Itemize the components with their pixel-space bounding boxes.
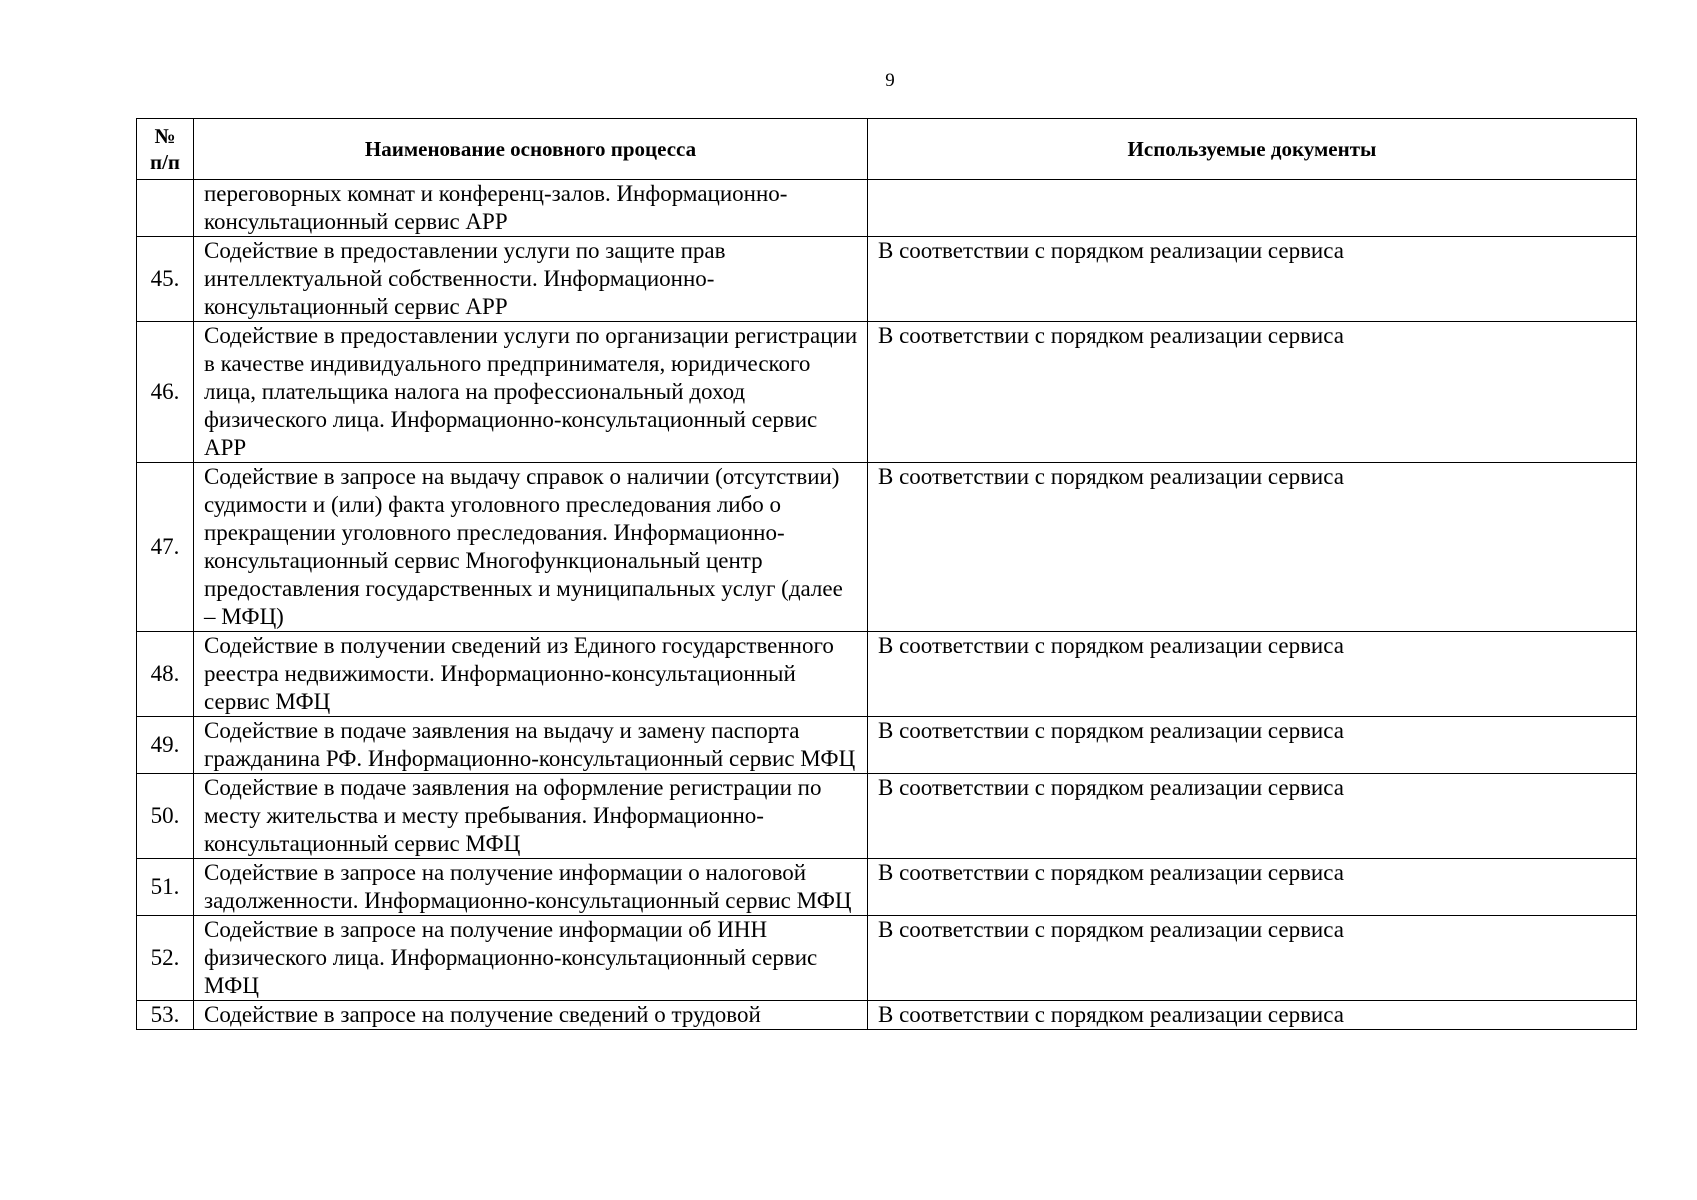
process-name: Содействие в запросе на получение информации об ИНН физического лица. Информационно-консультационный сервис МФЦ <box>194 916 868 1001</box>
table-row <box>137 322 1637 463</box>
documents-cell: В соответствии с порядком реализации сервиса <box>868 632 1637 717</box>
process-name: Содействие в подаче заявления на оформление регистрации по месту жительства и месту пребывания. Информационно-консультационный сервис МФЦ <box>194 774 868 859</box>
row-number: 46. <box>137 322 194 463</box>
documents-cell: В соответствии с порядком реализации сервиса <box>868 1001 1637 1030</box>
process-name: переговорных комнат и конференц-залов. Информационно-консультационный сервис АРР <box>194 180 868 237</box>
row-number: 48. <box>137 632 194 717</box>
table-row <box>137 859 1637 916</box>
table-body <box>137 180 1637 1030</box>
documents-cell: В соответствии с порядком реализации сервиса <box>868 774 1637 859</box>
row-number: 50. <box>137 774 194 859</box>
header-num: № п/п <box>137 119 194 180</box>
row-number: 45. <box>137 237 194 322</box>
process-table <box>136 118 1637 1030</box>
process-name: Содействие в получении сведений из Единого государственного реестра недвижимости. Информационно-консультационный сервис МФЦ <box>194 632 868 717</box>
header-documents: Используемые документы <box>868 119 1637 180</box>
header-process: Наименование основного процесса <box>194 119 868 180</box>
page-number: 9 <box>885 70 895 91</box>
row-number <box>137 180 194 237</box>
documents-cell: В соответствии с порядком реализации сервиса <box>868 322 1637 463</box>
table-row <box>137 1001 1637 1030</box>
table-row <box>137 916 1637 1001</box>
documents-cell <box>868 180 1637 237</box>
row-number: 49. <box>137 717 194 774</box>
process-name: Содействие в запросе на получение сведений о трудовой <box>194 1001 868 1030</box>
header-row <box>137 119 1637 180</box>
table-header <box>137 119 1637 180</box>
table-row <box>137 632 1637 717</box>
table-row <box>137 463 1637 632</box>
process-name: Содействие в запросе на получение информации о налоговой задолженности. Информационно-консультационный сервис МФЦ <box>194 859 868 916</box>
table-row <box>137 774 1637 859</box>
row-number: 51. <box>137 859 194 916</box>
row-number: 52. <box>137 916 194 1001</box>
row-number: 47. <box>137 463 194 632</box>
documents-cell: В соответствии с порядком реализации сервиса <box>868 463 1637 632</box>
process-name: Содействие в предоставлении услуги по защите прав интеллектуальной собственности. Информационно-консультационный сервис АРР <box>194 237 868 322</box>
table-row <box>137 717 1637 774</box>
process-name: Содействие в запросе на выдачу справок о наличии (отсутствии) судимости и (или) факта уголовного преследования либо о прекращении уголовного преследования. Информационно-консультационный сервис Многофункциональный центр предоставления государственных и муниципальных услуг (далее – МФЦ) <box>194 463 868 632</box>
documents-cell: В соответствии с порядком реализации сервиса <box>868 717 1637 774</box>
documents-cell: В соответствии с порядком реализации сервиса <box>868 859 1637 916</box>
documents-cell: В соответствии с порядком реализации сервиса <box>868 237 1637 322</box>
row-number: 53. <box>137 1001 194 1030</box>
process-name: Содействие в предоставлении услуги по организации регистрации в качестве индивидуального предпринимателя, юридического лица, плательщика налога на профессиональный доход физического лица. Информационно-консультационный сервис АРР <box>194 322 868 463</box>
table-row <box>137 237 1637 322</box>
table-row <box>137 180 1637 237</box>
process-name: Содействие в подаче заявления на выдачу и замену паспорта гражданина РФ. Информационно-консультационный сервис МФЦ <box>194 717 868 774</box>
documents-cell: В соответствии с порядком реализации сервиса <box>868 916 1637 1001</box>
